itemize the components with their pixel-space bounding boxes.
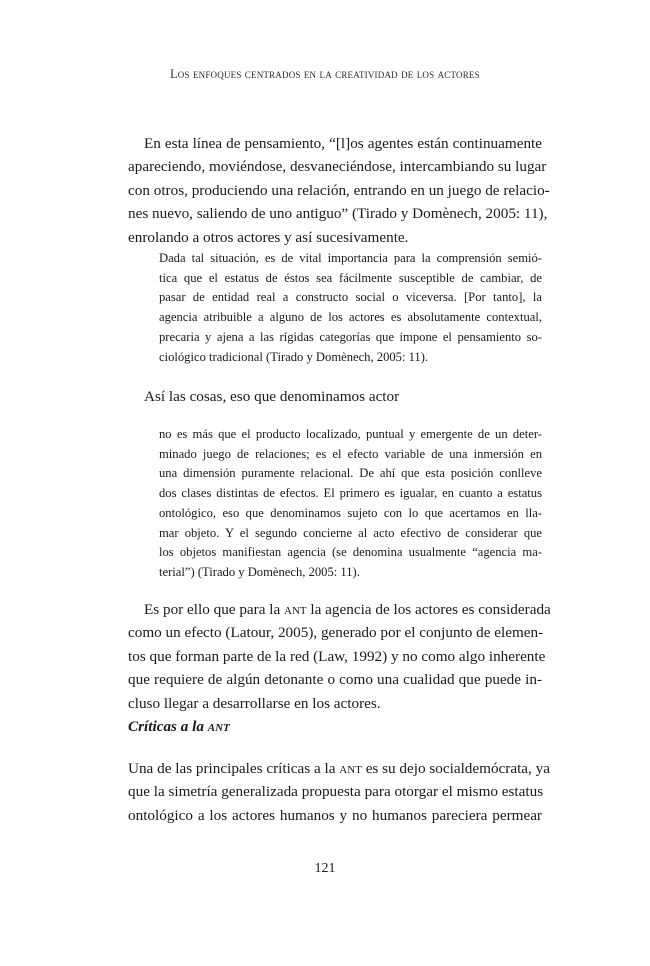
text-line: como un efecto (Latour, 2005), generado por el conjunto de elemen- — [128, 624, 544, 642]
text-line: ontológico a los actores humanos y no humanos pareciera permear — [128, 806, 542, 824]
running-head: Los enfoques centrados en la creatividad de los actores — [170, 67, 480, 81]
quote-line: ciológico tradicional (Tirado y Domènech, 2005: 11). — [159, 349, 429, 364]
ant-abbreviation: ant — [284, 601, 307, 618]
text-line: Una de las principales críticas a la ant es su dejo socialdemócrata, ya — [128, 760, 550, 777]
text-line: En esta línea de pensamiento, “[l]os agentes están continuamente — [144, 135, 542, 152]
paragraph-2 — [128, 385, 542, 408]
text-line: nes nuevo, saliendo de uno antiguo” (Tirado y Domènech, 2005: 11), — [128, 205, 548, 223]
paragraph-1 — [128, 132, 550, 249]
text-line: cluso llegar a desarrollarse en los actores. — [128, 694, 381, 712]
quote-line: precaria y ajena a las rígidas categorías que impone el pensamiento so- — [159, 329, 542, 344]
quote-line: tica que el estatus de éstos sea fácilmente susceptible de cambiar, de — [159, 270, 542, 285]
quote-line: los objetos manifiestan agencia (se denomina usualmente “agencia ma- — [159, 545, 542, 560]
quote-line: pasar de entidad real a constructo social o viceversa. [Por tanto], la — [159, 290, 542, 305]
text-line: que la simetría generalizada propuesta para otorgar el mismo estatus — [128, 783, 544, 801]
text-line: Es por ello que para la ant la agencia de los actores es considerada — [144, 601, 551, 618]
text-line: enrolando a otros actores y así sucesivamente. — [128, 228, 409, 246]
ant-abbreviation: ant — [339, 760, 362, 777]
quote-line: minado juego de relaciones; es el efecto variable de una inmersión en — [159, 446, 542, 461]
block-quote-1 — [159, 249, 542, 367]
text-line: Así las cosas, eso que denominamos actor — [144, 388, 400, 405]
text-line: apareciendo, moviéndose, desvaneciéndose, intercambiando su lugar — [128, 158, 547, 176]
quote-line: una dimensión puramente relacional. De ahí que esta posición conlleve — [159, 466, 542, 481]
quote-line: no es más que el producto localizado, puntual y emergente de un deter- — [159, 427, 542, 441]
text-line: con otros, produciendo una relación, entrando en un juego de relacio- — [128, 181, 550, 199]
quote-line: agencia atribuible a alguno de los actores es absolutamente contextual, — [159, 310, 542, 325]
quote-line: dos clases distintas de efectos. El primero es igualar, en cuanto a estatus — [159, 486, 542, 501]
section-heading: Críticas a la ant — [128, 718, 230, 735]
ant-abbreviation: ant — [207, 718, 230, 735]
page-number: 121 — [314, 861, 336, 876]
block-quote-2 — [159, 425, 542, 583]
quote-line: terial”) (Tirado y Domènech, 2005: 11). — [159, 564, 360, 579]
quote-line: mar objeto. Y el segundo concierne al acto efectivo de considerar que — [159, 525, 542, 540]
quote-line: ontológico, eso que denominamos sujeto con lo que acertamos en lla- — [159, 505, 542, 520]
quote-line: Dada tal situación, es de vital importancia para la comprensión semió- — [159, 251, 542, 265]
paragraph-3 — [128, 598, 551, 715]
text-line: tos que forman parte de la red (Law, 1992) y no como algo inherente — [128, 647, 546, 665]
paragraph-4 — [128, 757, 550, 827]
text-line: que requiere de algún detonante o como una cualidad que puede in- — [128, 671, 542, 689]
